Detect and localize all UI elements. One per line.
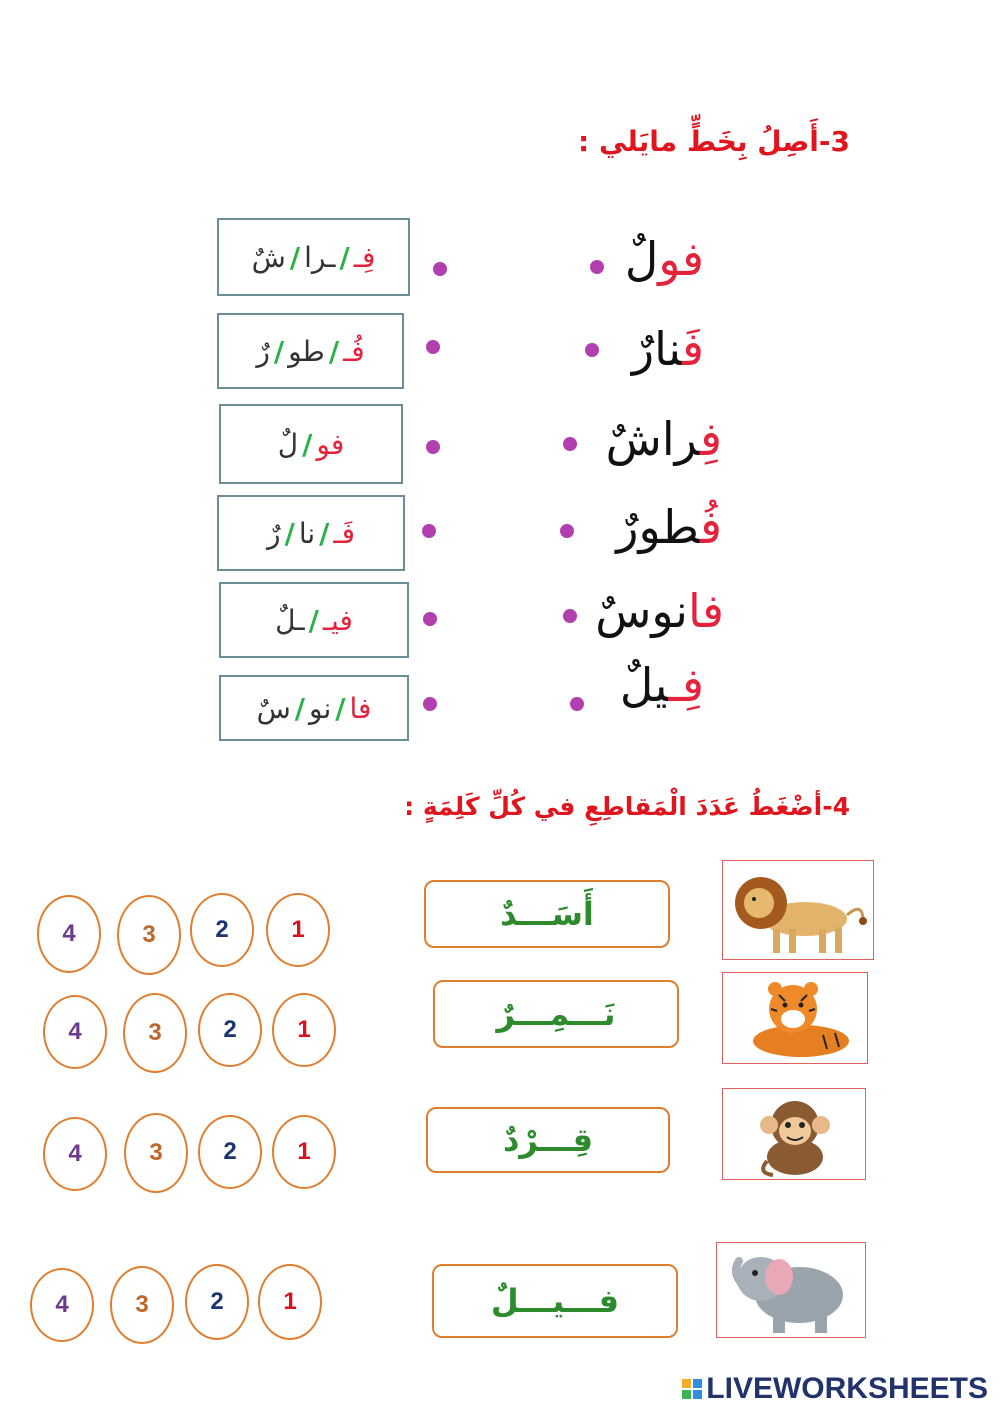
word-lead: فِ: [700, 412, 722, 466]
slash: /: [328, 334, 340, 368]
option-2[interactable]: 2: [185, 1264, 249, 1340]
word-lead: فو: [658, 232, 704, 286]
syllable-part: نو: [309, 691, 332, 725]
slash: /: [339, 240, 350, 274]
option-1[interactable]: 1: [258, 1264, 322, 1340]
syllable-part: رٌ: [256, 334, 270, 368]
slash: /: [308, 603, 319, 637]
syllable-dot-5[interactable]: [423, 612, 437, 626]
brand-text: LIVEWORKSHEETS: [706, 1372, 988, 1405]
syllable-part: شٌ: [251, 240, 286, 274]
option-3[interactable]: 3: [124, 1113, 188, 1193]
option-2[interactable]: 2: [198, 993, 262, 1067]
monkey-icon: [723, 1089, 865, 1179]
option-3[interactable]: 3: [123, 993, 187, 1073]
syllable-part: فِـ: [353, 240, 376, 274]
tiger-icon: [723, 973, 867, 1063]
word-dot-4[interactable]: [560, 524, 574, 538]
word-rest: نارٌ: [631, 322, 682, 376]
syllable-part: نا: [298, 516, 316, 550]
word-dot-3[interactable]: [563, 437, 577, 451]
option-4[interactable]: 4: [43, 1117, 107, 1191]
tiger-image: [722, 972, 868, 1064]
syllable-part: طو: [288, 334, 325, 368]
syllable-part: فَـ: [333, 516, 355, 550]
lion-icon: [723, 861, 873, 959]
word-dot-1[interactable]: [590, 260, 604, 274]
slash: /: [294, 691, 305, 725]
option-4[interactable]: 4: [43, 995, 107, 1069]
slash: /: [302, 427, 313, 461]
match-word-4: [616, 500, 722, 554]
word-rest: طورٌ: [616, 500, 700, 554]
match-word-5: [595, 584, 724, 638]
slash: /: [319, 516, 330, 550]
match-word-3: [605, 412, 722, 466]
option-2[interactable]: 2: [190, 893, 254, 967]
brand-logo: [682, 1372, 988, 1406]
syllable-part: رٌ: [267, 516, 281, 550]
elephant-image: [716, 1242, 866, 1338]
lion-image: [722, 860, 874, 960]
option-2[interactable]: 2: [198, 1115, 262, 1189]
slash: /: [284, 516, 295, 550]
slash: /: [289, 240, 301, 274]
section3-heading: 3-أَصِلُ بِخَطٍّ مايَلي :: [578, 125, 850, 158]
elephant-icon: [717, 1243, 865, 1337]
word-lead: فِـ: [668, 658, 704, 712]
match-word-1: [624, 232, 704, 286]
word-rest: نوسٌ: [595, 584, 688, 638]
syllable-box-1: [217, 218, 410, 296]
syllable-part: ـلٌ: [275, 603, 305, 637]
word-lead: فا: [687, 584, 724, 638]
word-dot-5[interactable]: [563, 609, 577, 623]
syllable-part: ـرا: [304, 240, 336, 274]
syllable-part: لٌ: [277, 427, 299, 461]
slash: /: [273, 334, 285, 368]
section4-heading: 4-أضْغَطُ عَدَدَ الْمَقاطِعِ في كُلِّ كَلِمَةٍ :: [404, 792, 850, 821]
syllable-dot-3[interactable]: [426, 440, 440, 454]
word-dot-2[interactable]: [585, 343, 599, 357]
match-word-2: [631, 322, 704, 376]
syllable-dot-2[interactable]: [426, 340, 440, 354]
syllable-part: سٌ: [256, 691, 291, 725]
syllable-box-4: [217, 495, 405, 571]
count-word-3: قِـــرْدٌ: [426, 1107, 670, 1173]
option-1[interactable]: 1: [272, 993, 336, 1067]
syllable-part: فيـ: [322, 603, 353, 637]
word-rest: يلٌ: [619, 658, 669, 712]
word-rest: لٌ: [624, 232, 659, 286]
syllable-box-6: [219, 675, 409, 741]
slash: /: [335, 691, 346, 725]
syllable-box-5: [219, 582, 409, 658]
count-word-2: نَـــمِـــرٌ: [433, 980, 679, 1048]
option-4[interactable]: 4: [30, 1268, 94, 1342]
syllable-box-2: [217, 313, 404, 389]
syllable-dot-6[interactable]: [423, 697, 437, 711]
option-3[interactable]: 3: [117, 895, 181, 975]
option-1[interactable]: 1: [272, 1115, 336, 1189]
word-dot-6[interactable]: [570, 697, 584, 711]
word-rest: راشٌ: [605, 412, 700, 466]
match-word-6: [619, 658, 704, 712]
syllable-part: فا: [349, 691, 372, 725]
word-lead: فَ: [682, 322, 704, 376]
option-3[interactable]: 3: [110, 1266, 174, 1344]
syllable-part: فو: [316, 427, 345, 461]
brand-grid-icon: [682, 1379, 702, 1399]
count-word-1: أَسَـــدٌ: [424, 880, 670, 948]
syllable-part: فُـ: [343, 334, 365, 368]
option-4[interactable]: 4: [37, 895, 101, 973]
count-word-4: فـــيـــلٌ: [432, 1264, 678, 1338]
word-lead: فُ: [700, 500, 722, 554]
syllable-dot-1[interactable]: [433, 262, 447, 276]
option-1[interactable]: 1: [266, 893, 330, 967]
syllable-dot-4[interactable]: [422, 524, 436, 538]
monkey-image: [722, 1088, 866, 1180]
syllable-box-3: [219, 404, 403, 484]
